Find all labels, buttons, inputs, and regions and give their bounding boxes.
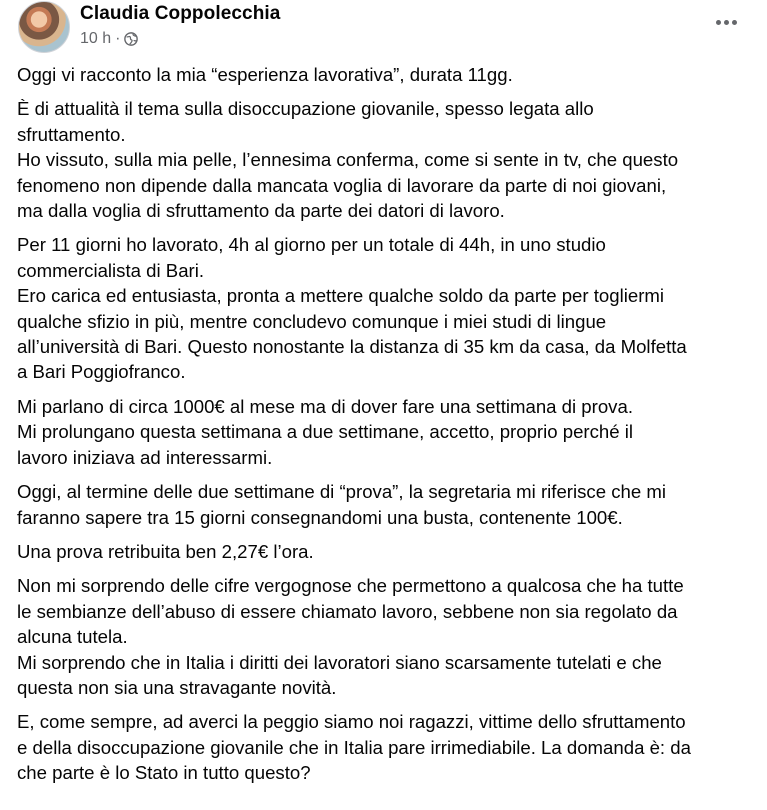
post-meta — [80, 30, 138, 48]
post-paragraph — [17, 539, 757, 564]
more-options-icon[interactable] — [709, 10, 743, 34]
text-line: Oggi, al termine delle due settimane di “prova”, la segretaria mi riferisce che mi — [17, 481, 666, 503]
text-line: lavoro iniziava ad interessarmi. — [17, 446, 273, 468]
text-line: E, come sempre, ad averci la peggio siamo noi ragazzi, vittime dello sfruttamento — [17, 711, 686, 733]
text-line: Una prova retribuita ben 2,27€ l’ora. — [17, 540, 314, 562]
post-paragraph — [17, 479, 757, 530]
dot-icon — [732, 20, 737, 25]
text-line: questa non sia una stravagante novità. — [17, 676, 337, 698]
text-line: e della disoccupazione giovanile che in Italia pare irrimediabile. La domanda è: da — [17, 736, 691, 758]
avatar[interactable] — [18, 1, 70, 53]
post-header — [16, 0, 751, 56]
text-line: faranno sapere tra 15 giorni consegnandomi una busta, contenente 100€. — [17, 506, 623, 528]
text-line: Ero carica ed entusiasta, pronta a mettere qualche soldo da parte per togliermi — [17, 285, 665, 307]
post-paragraph — [17, 62, 757, 87]
post-paragraph — [17, 573, 757, 700]
post-paragraph — [17, 232, 757, 384]
text-line: le sembianze dell’abuso di essere chiamato lavoro, sebbene non sia regolato da — [17, 600, 678, 622]
text-line: Oggi vi racconto la mia “esperienza lavorativa”, durata 11gg. — [17, 64, 513, 85]
meta-separator: · — [115, 30, 121, 47]
text-line: a Bari Poggiofranco. — [17, 361, 186, 383]
text-line: qualche sfizio in più, mentre concludevo comunque i miei studi di lingue — [17, 310, 607, 332]
text-line: ma dalla voglia di sfruttamento da parte dei datori di lavoro. — [17, 200, 505, 222]
text-line: sfruttamento. — [17, 123, 126, 145]
text-line: Ho vissuto, sulla mia pelle, l’ennesima conferma, come si sente in tv, che questo — [17, 149, 679, 171]
text-line: Non mi sorprendo delle cifre vergognose che permettono a qualcosa che ha tutte — [17, 575, 684, 597]
text-line: Per 11 giorni ho lavorato, 4h al giorno per un totale di 44h, in uno studio — [17, 234, 606, 256]
author-name[interactable]: Claudia Coppolecchia — [80, 3, 281, 24]
timestamp[interactable]: 10 h — [80, 30, 112, 47]
text-line: alcuna tutela. — [17, 626, 128, 648]
dot-icon — [716, 20, 721, 25]
text-line: all’università di Bari. Questo nonostante la distanza di 35 km da casa, da Molfetta — [17, 336, 687, 358]
dot-icon — [724, 20, 729, 25]
text-line: Mi prolungano questa settimana a due settimane, accetto, proprio perché il — [17, 421, 634, 443]
globe-icon[interactable] — [124, 32, 138, 46]
text-line: commercialista di Bari. — [17, 259, 205, 281]
post-paragraph — [17, 709, 757, 785]
text-line: che parte è lo Stato in tutto questo? — [17, 762, 311, 784]
text-line: Mi parlano di circa 1000€ al mese ma di dover fare una settimana di prova. — [17, 395, 633, 417]
text-line: Mi sorprendo che in Italia i diritti dei lavoratori siano scarsamente tutelati e che — [17, 651, 662, 673]
post-paragraph — [17, 96, 757, 223]
post-paragraph — [17, 394, 757, 470]
text-line: fenomeno non dipende dalla mancata voglia di lavorare da parte di noi giovani, — [17, 174, 667, 196]
post-text — [17, 62, 757, 795]
text-line: È di attualità il tema sulla disoccupazione giovanile, spesso legata allo — [17, 98, 594, 120]
